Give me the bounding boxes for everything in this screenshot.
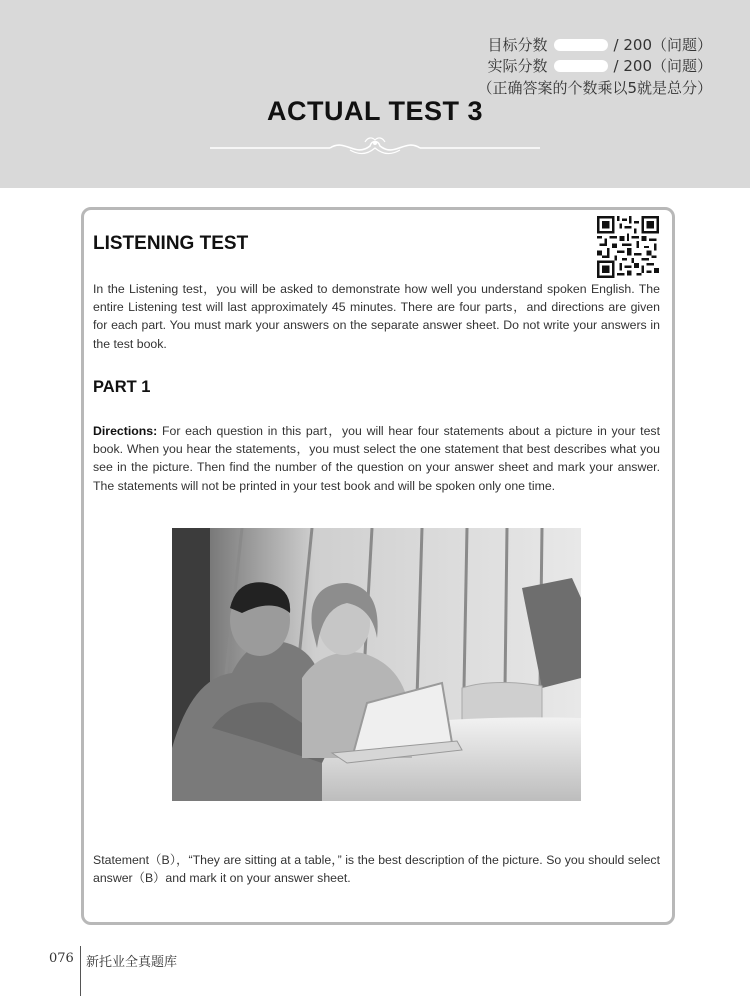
- page-title: ACTUAL TEST 3: [266, 96, 483, 126]
- book-title: 新托业全真题库: [86, 955, 178, 970]
- score-note: （正确答案的个数乘以5就是总分）: [477, 79, 712, 97]
- actual-score-blank: [554, 60, 608, 72]
- actual-score-suffix: / 200（问题）: [613, 57, 712, 75]
- statement-paragraph: Statement（B），“They are sitting at a table，” is the best description of the picture. So you should select answer（B）and mark it on your answer sheet.: [93, 853, 660, 886]
- target-score-suffix: / 200（问题）: [613, 36, 712, 54]
- target-score-blank: [554, 39, 608, 51]
- ornament-divider: [210, 136, 540, 160]
- part1-heading: PART 1: [93, 378, 151, 396]
- target-score-row: [488, 34, 712, 55]
- listening-test-box: [81, 207, 675, 925]
- listening-intro-paragraph: In the Listening test，you will be asked to demonstrate how well you understand spoken English. The entire Listening test will last approximately 45 minutes. There are four parts，and directions are given for each part. You must mark your answers on the separate answer sheet. Do not write your answers in the test book.: [93, 282, 660, 351]
- actual-score-label: 实际分数: [487, 57, 548, 75]
- part1-directions-paragraph: [93, 422, 660, 495]
- office-photo: [172, 528, 581, 801]
- target-score-label: 目标分数: [487, 36, 548, 54]
- actual-score-row: [488, 55, 712, 76]
- directions-label: Directions:: [93, 424, 158, 438]
- qr-code-icon: [597, 216, 659, 278]
- listening-test-heading: LISTENING TEST: [93, 233, 249, 254]
- directions-text: For each question in this part，you will hear four statements about a picture in your test book. When you hear the statements，you must select the one statement that best describes what you see in the picture. Then find the number of the question on your answer sheet and mark your answer. The statements will not be printed in your test book and will be spoken only one time.: [93, 424, 660, 493]
- page-number: 076: [49, 951, 74, 966]
- footer-divider: [80, 946, 81, 996]
- page-header: [0, 0, 750, 188]
